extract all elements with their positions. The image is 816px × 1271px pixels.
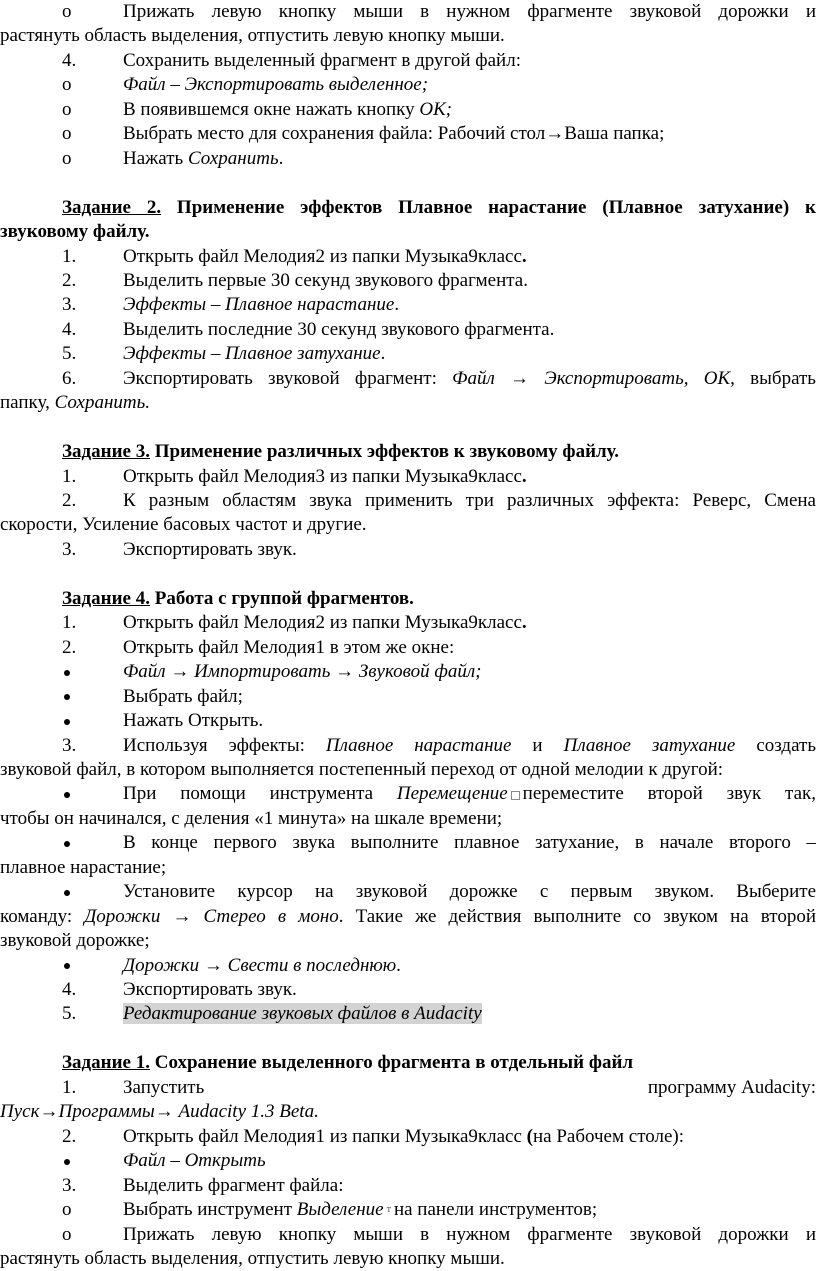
- text-line: [0, 513, 816, 538]
- line-text: Нажать Открыть.: [123, 710, 264, 732]
- text-line: [0, 1223, 816, 1248]
- task-heading: [0, 1051, 816, 1076]
- text-line: [0, 954, 816, 979]
- line-text: Открыть файл Мелодия2 из папки Музыка9класс: [123, 245, 522, 267]
- text-line: [0, 1002, 816, 1027]
- text-line: [0, 782, 816, 807]
- task-title: Сохранение выделенного фрагмента в отдельный файл: [149, 1052, 634, 1074]
- selection-tool-icon: т: [386, 1204, 391, 1216]
- bullet-icon: [62, 685, 70, 710]
- line-text: растянуть область выделения, отпустить левую кнопку мыши.: [0, 1247, 505, 1269]
- line-text: Сохранить.: [54, 392, 150, 414]
- line-text: Нажать: [123, 147, 188, 169]
- line-text: Плавное нарастание: [325, 734, 512, 756]
- text-line: [0, 269, 816, 294]
- line-text: .: [521, 465, 527, 487]
- move-tool-icon: [511, 791, 520, 800]
- text-line: [0, 98, 816, 123]
- text-line: [0, 122, 816, 147]
- text-line: [0, 905, 816, 930]
- blank-line: [0, 171, 816, 196]
- bullet-icon: [62, 660, 70, 685]
- text-line: [0, 293, 816, 318]
- blank-line: [0, 562, 816, 587]
- line-text: Экспортировать звук.: [123, 538, 297, 560]
- line-text: .: [380, 343, 386, 365]
- bullet-icon: [62, 709, 70, 734]
- line-text: растянуть область выделения, отпустить левую кнопку мыши.: [0, 25, 505, 47]
- line-text: ОК;: [419, 98, 453, 120]
- list-marker: o: [62, 1199, 72, 1221]
- task-heading: [0, 196, 816, 221]
- blank-line: [0, 416, 816, 441]
- task-label: Задание 2.: [62, 196, 162, 218]
- line-text: чтобы он начинался, с деления «1 минута» на шкале времени;: [0, 807, 503, 829]
- line-text: .: [396, 954, 401, 976]
- line-text: Экспортировать звуковой фрагмент:: [123, 367, 453, 389]
- text-line: [0, 660, 816, 685]
- line-text: Выделение: [296, 1199, 384, 1221]
- line-text: Экспортировать звук.: [123, 979, 297, 1000]
- text-line: [0, 1100, 816, 1125]
- line-text: Прижать левую кнопку мыши в нужном фрагменте звуковой дорожки и: [123, 1, 816, 22]
- text-line: [0, 880, 816, 905]
- list-marker: 1.: [62, 465, 77, 487]
- list-marker: 3.: [62, 1174, 77, 1196]
- text-line: [0, 1247, 816, 1271]
- line-text: Запустить: [123, 1076, 205, 1098]
- line-text: Файл → Экспортировать, ОК,: [452, 367, 735, 389]
- line-text: Пуск→Программы→ Audacity 1.3 Beta.: [0, 1101, 319, 1123]
- line-text: .: [394, 294, 400, 316]
- list-marker: 1.: [62, 612, 77, 634]
- line-text: Выбрать инструмент: [123, 1199, 297, 1221]
- list-marker: 2.: [62, 636, 77, 658]
- line-text: Выделить фрагмент файла:: [123, 1174, 344, 1196]
- line-text: на Рабочем столе):: [532, 1125, 685, 1147]
- line-text: . Такие же действия выполните со звуком на второй: [338, 905, 816, 927]
- line-text: Плавное затухание: [563, 734, 736, 756]
- list-marker: o: [62, 74, 72, 96]
- line-text: Эффекты – Плавное нарастание: [123, 294, 395, 316]
- line-text: звуковому файлу.: [0, 221, 150, 243]
- line-text: Файл – Экспортировать выделенное;: [123, 74, 429, 96]
- text-line: [0, 220, 816, 245]
- line-text: Выделить последние 30 секунд звукового фрагмента.: [123, 318, 555, 340]
- task-title: Применение различных эффектов к звуковому файлу.: [149, 441, 620, 463]
- bullet-icon: [62, 954, 70, 979]
- line-text: В появившемся окне нажать кнопку: [123, 98, 420, 120]
- line-text: Выбрать место для сохранения файла: Рабочий стол→Ваша папка;: [123, 123, 665, 145]
- task-label: Задание 1.: [62, 1052, 150, 1074]
- line-text: В конце первого звука выполните плавное затухание, в начале второго –: [123, 832, 816, 854]
- line-text: Перемещение: [396, 783, 508, 805]
- list-marker: 3.: [62, 734, 77, 756]
- line-text: (: [526, 1125, 533, 1147]
- line-text: выбрать: [734, 367, 816, 389]
- bullet-icon: [62, 880, 70, 905]
- line-text: звуковой дорожке;: [0, 930, 150, 952]
- text-line: [0, 807, 816, 832]
- text-line: [0, 831, 816, 856]
- list-marker: 4.: [62, 318, 77, 340]
- task-heading: [0, 440, 816, 465]
- line-text: Прижать левую кнопку мыши в нужном фрагменте звуковой дорожки и: [123, 1223, 816, 1245]
- list-marker: 4.: [62, 979, 77, 1000]
- text-line: [0, 73, 816, 98]
- line-text: Открыть файл Мелодия2 из папки Музыка9класс: [123, 612, 522, 634]
- text-line: [0, 489, 816, 514]
- task-heading: [0, 587, 816, 612]
- line-text: .: [521, 245, 527, 267]
- line-text: Используя эффекты:: [123, 734, 326, 756]
- text-line: [0, 1149, 816, 1174]
- text-line: [0, 734, 816, 759]
- text-line: [0, 685, 816, 710]
- text-line: [0, 1125, 816, 1150]
- list-marker: o: [62, 1223, 72, 1245]
- line-text: плавное нарастание;: [0, 856, 167, 878]
- blank-line: [0, 1027, 816, 1052]
- line-text: .: [521, 612, 527, 634]
- text-line: [0, 318, 816, 343]
- list-marker: o: [62, 1, 72, 22]
- line-text: Выбрать файл;: [123, 685, 243, 707]
- text-line: [0, 391, 816, 416]
- text-line: [0, 147, 816, 172]
- text-line: [0, 49, 816, 74]
- line-text: Файл → Импортировать → Звуковой файл;: [123, 661, 482, 683]
- text-line: [0, 709, 816, 734]
- list-marker: 2.: [62, 1125, 77, 1147]
- list-marker: 5.: [62, 343, 77, 365]
- text-line: [0, 978, 816, 1003]
- bullet-icon: [62, 1149, 70, 1174]
- task-label: Задание 4.: [62, 587, 150, 609]
- list-marker: o: [62, 123, 72, 145]
- text-line: [0, 1174, 816, 1199]
- list-marker: 1.: [62, 245, 77, 267]
- line-text: Дорожки → Свести в последнюю: [123, 954, 397, 976]
- task-title: Применение эффектов Плавное нарастание (Плавное затухание) к: [161, 196, 816, 218]
- text-line: [0, 465, 816, 490]
- bullet-icon: [62, 831, 70, 856]
- line-text: Открыть файл Мелодия3 из папки Музыка9класс: [123, 465, 522, 487]
- list-marker: 4.: [62, 49, 77, 71]
- line-text: создать: [735, 734, 816, 756]
- text-line: [0, 758, 816, 783]
- task-title: Работа с группой фрагментов.: [149, 587, 414, 609]
- line-text: переместите второй звук так,: [522, 783, 816, 805]
- list-marker: 5.: [62, 1003, 77, 1025]
- list-marker: 3.: [62, 294, 77, 316]
- text-line: [0, 1076, 816, 1101]
- list-marker: 1.: [62, 1076, 77, 1098]
- text-line: [0, 636, 816, 661]
- bullet-icon: [62, 782, 70, 807]
- line-text: Дорожки → Стерео в моно: [84, 905, 339, 927]
- line-text: звуковой файл, в котором выполняется постепенный переход от одной мелодии к другой:: [0, 758, 724, 780]
- line-text: на панели инструментов;: [393, 1199, 598, 1221]
- line-text: При помощи инструмента: [123, 783, 397, 805]
- line-text: папку,: [0, 392, 55, 414]
- list-marker: o: [62, 147, 72, 169]
- line-text: Редактирование звуковых файлов в Audacity: [123, 1003, 482, 1025]
- list-marker: 6.: [62, 367, 77, 389]
- task-label: Задание 3.: [62, 441, 150, 463]
- text-line: [0, 856, 816, 881]
- text-line: [0, 611, 816, 636]
- list-marker: o: [62, 98, 72, 120]
- text-line: [0, 245, 816, 270]
- text-line: [0, 24, 816, 49]
- line-text: К разным областям звука применить три различных эффекта: Реверс, Смена: [123, 490, 816, 511]
- line-text: команду:: [0, 905, 85, 927]
- list-marker: 3.: [62, 538, 77, 560]
- line-text: программу Audacity:: [647, 1076, 816, 1098]
- line-text: Сохранить: [187, 147, 279, 169]
- line-text: Эффекты – Плавное затухание: [123, 343, 381, 365]
- list-marker: 2.: [62, 269, 77, 291]
- text-line: [0, 367, 816, 392]
- line-text: Открыть файл Мелодия1 из папки Музыка9класс: [123, 1125, 527, 1147]
- line-text: Выделить первые 30 секунд звукового фрагмента.: [123, 269, 528, 291]
- list-marker: 2.: [62, 490, 77, 511]
- text-line: [0, 1198, 816, 1223]
- line-text: .: [278, 147, 284, 169]
- text-line: [0, 342, 816, 367]
- line-text: Установите курсор на звуковой дорожке с первым звуком. Выберите: [123, 881, 816, 903]
- line-text: скорости, Усиление басовых частот и другие.: [0, 514, 367, 536]
- line-text: Открыть файл Мелодия1 в этом же окне:: [123, 636, 455, 658]
- line-text: Сохранить выделенный фрагмент в другой файл:: [123, 49, 521, 71]
- text-line: [0, 0, 816, 25]
- line-text: Файл – Открыть: [123, 1150, 266, 1172]
- text-line: [0, 929, 816, 954]
- line-text: и: [511, 734, 564, 756]
- text-line: [0, 538, 816, 563]
